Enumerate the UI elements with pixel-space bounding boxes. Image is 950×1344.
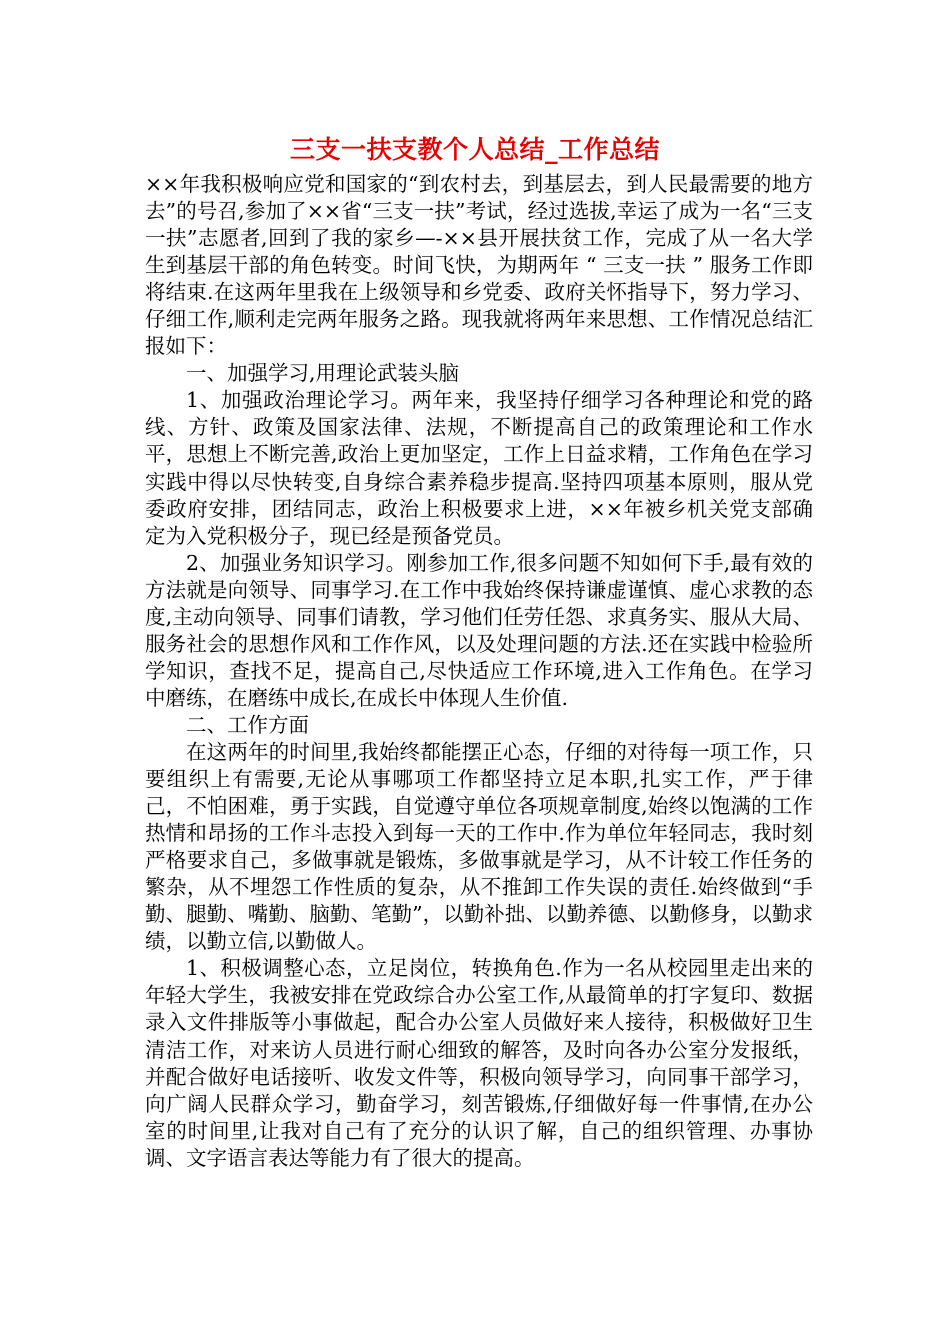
body-paragraph: ××年我积极响应党和国家的“到农村去，到基层去，到人民最需要的地方去”的号召,参加了××省“三支一扶”考试，经过选拔,幸运了成为一名“三支一扶”志愿者,回到了我的家乡—-××县开展扶贫工作，完成了从一名大学生到基层干部的角色转变。时间飞快，为期两年 “ 三支一扶 ” 服务工作即将结束.在这两年里我在上级领导和乡党委、政府关怀指导下，努力学习、仔细工作,顺利走完两年服务之路。现我就将两年来思想、工作情况总结汇报如下： xyxy=(145,172,813,359)
body-paragraph: 1、积极调整心态，立足岗位，转换角色.作为一名从校园里走出来的年轻大学生，我被安排在党政综合办公室工作,从最简单的打字复印、数据录入文件排版等小事做起，配合办公室人员做好来人接待，积极做好卫生清洁工作，对来访人员进行耐心细致的解答，及时向各办公室分发报纸，并配合做好电话接听、收发文件等，积极向领导学习，向同事干部学习，向广阔人民群众学习，勤奋学习，刻苦锻炼,仔细做好每一件事情,在办公室的时间里,让我对自己有了充分的认识了解，自己的组织管理、办事协调、文字语言表达等能力有了很大的提高。 xyxy=(145,956,813,1170)
section-heading: 一、加强学习,用理论武装头脑 xyxy=(186,361,460,386)
section-heading: 二、工作方面 xyxy=(186,712,309,737)
body-paragraph: 在这两年的时间里,我始终都能摆正心态，仔细的对待每一项工作，只要组织上有需要,无论从事哪项工作都坚持立足本职,扎实工作，严于律己，不怕困难，勇于实践，自觉遵守单位各项规章制度,始终以饱满的工作热情和昂扬的工作斗志投入到每一天的工作中.作为单位年轻同志，我时刻严格要求自己，多做事就是锻炼，多做事就是学习，从不计较工作任务的繁杂，从不埋怨工作性质的复杂，从不推卸工作失误的责任.始终做到“手勤、腿勤、嘴勤、脑勤、笔勤”，以勤补拙、以勤养德、以勤修身，以勤求绩，以勤立信,以勤做人。 xyxy=(145,739,813,954)
body-paragraph: 2、加强业务知识学习。刚参加工作,很多问题不知如何下手,最有效的方法就是向领导、同事学习.在工作中我始终保持谦虚谨慎、虚心求教的态度,主动向领导、同事们请教，学习他们任劳任怨、求真务实、服从大局、服务社会的思想作风和工作作风，以及处理问题的方法.还在实践中检验所学知识，查找不足，提高自己,尽快适应工作环境,进入工作角色。在学习中磨练，在磨练中成长,在成长中体现人生价值. xyxy=(145,550,813,710)
document-body xyxy=(145,171,813,1172)
document-title: 三支一扶支教个人总结_工作总结 xyxy=(289,135,660,164)
body-paragraph: 1、加强政治理论学习。两年来，我坚持仔细学习各种理论和党的路线、方针、政策及国家法律、法规，不断提高自己的政策理论和工作水平，思想上不断完善,政治上更加坚定，工作上日益求精，工作角色在学习实践中得以尽快转变,自身综合素养稳步提高.坚持四项基本原则，服从党委政府安排，团结同志，政治上积极要求上进，××年被乡机关党支部确定为入党积极分子，现已经是预备党员。 xyxy=(145,388,813,548)
